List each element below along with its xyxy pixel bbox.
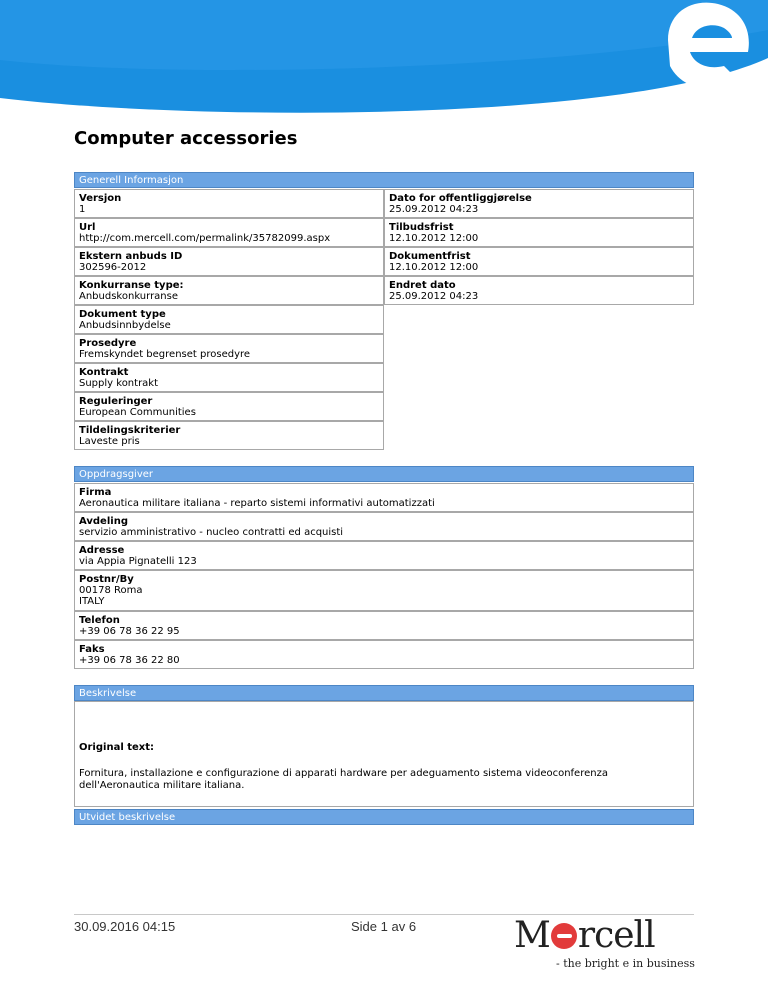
document-deadline-cell: Dokumentfrist 12.10.2012 12:00 xyxy=(384,247,694,276)
footer-date: 30.09.2016 04:15 xyxy=(74,919,176,934)
version-cell: Versjon 1 xyxy=(74,189,384,218)
header-banner xyxy=(0,0,768,120)
client-header: Oppdragsgiver xyxy=(74,466,694,482)
original-text-label: Original text: xyxy=(79,742,155,753)
contract-cell: Kontrakt Supply kontrakt xyxy=(74,363,384,392)
postcode-city-cell: Postnr/By 00178 Roma ITALY xyxy=(74,570,694,611)
tender-deadline-cell: Tilbudsfrist 12.10.2012 12:00 xyxy=(384,218,694,247)
permalink[interactable]: http://com.mercell.com/permalink/35782099.aspx xyxy=(79,233,331,244)
url-cell: Url http://com.mercell.com/permalink/35782099.aspx xyxy=(74,218,384,247)
publication-date-cell: Dato for offentliggjørelse 25.09.2012 04:23 xyxy=(384,189,694,218)
procedure-cell: Prosedyre Fremskyndet begrenset prosedyre xyxy=(74,334,384,363)
document-type-cell: Dokument type Anbudsinnbydelse xyxy=(74,305,384,334)
regulations-cell: Reguleringer European Communities xyxy=(74,392,384,421)
department-cell: Avdeling servizio amministrativo - nucleo contratti ed acquisti xyxy=(74,512,694,541)
description-text: Fornitura, installazione e configurazione di apparati hardware per adeguamento sistema videoconferenza dell'Aeronautica militare italiana. xyxy=(79,768,608,791)
phone-cell: Telefon +39 06 78 36 22 95 xyxy=(74,611,694,640)
company-cell: Firma Aeronautica militare italiana - reparto sistemi informativi automatizzati xyxy=(74,483,694,512)
extended-description-header: Utvidet beskrivelse xyxy=(74,809,694,825)
general-info-header: Generell Informasjon xyxy=(74,172,694,188)
external-id-cell: Ekstern anbuds ID 302596-2012 xyxy=(74,247,384,276)
brand-e-icon xyxy=(668,3,749,90)
footer-page-number: Side 1 av 6 xyxy=(351,919,417,934)
address-cell: Adresse via Appia Pignatelli 123 xyxy=(74,541,694,570)
description-box xyxy=(74,701,694,807)
description-header: Beskrivelse xyxy=(74,685,694,701)
logo-tagline: - the bright e in business xyxy=(556,957,695,970)
fax-cell: Faks +39 06 78 36 22 80 xyxy=(74,640,694,669)
logo-e-icon xyxy=(551,923,577,949)
mercell-logo: M rcell - the bright e in business xyxy=(514,915,695,970)
competition-type-cell: Konkurranse type: Anbudskonkurranse xyxy=(74,276,384,305)
award-criteria-cell: Tildelingskriterier Laveste pris xyxy=(74,421,384,450)
changed-date-cell: Endret dato 25.09.2012 04:23 xyxy=(384,276,694,305)
page-title: Computer accessories xyxy=(74,128,298,149)
